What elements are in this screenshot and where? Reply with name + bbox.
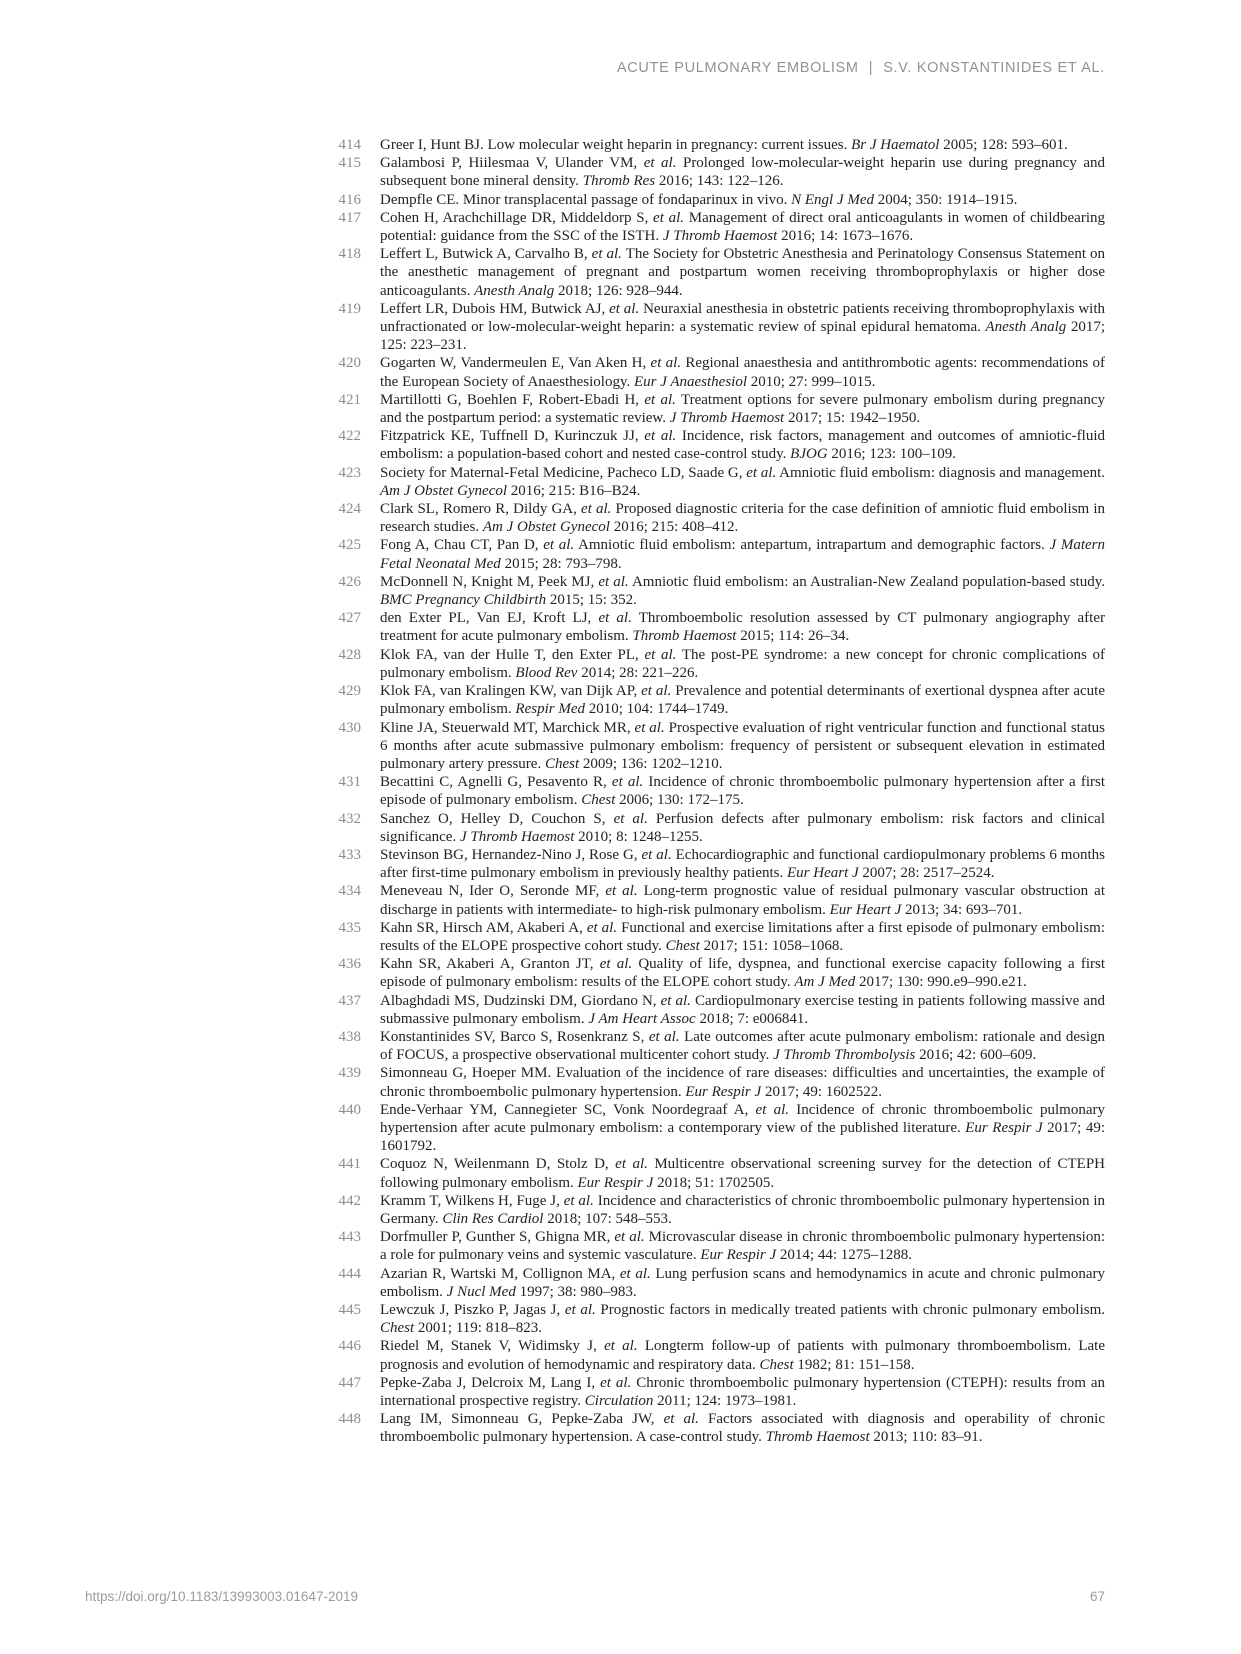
reference-text: Greer I, Hunt BJ. Low molecular weight heparin in pregnancy: current issues. Br J Haematol 2005; 128: 593–601.	[380, 137, 1068, 153]
reference-number: 445	[338, 1302, 361, 1318]
reference-item	[337, 1301, 1105, 1337]
reference-text: Albaghdadi MS, Dudzinski DM, Giordano N, et al. Cardiopulmonary exercise testing in patients following massive and submassive pulmonary embolism. J Am Heart Assoc 2018; 7: e006841.	[380, 992, 1105, 1027]
reference-item	[337, 955, 1105, 991]
reference-text: Kline JA, Steuerwald MT, Marchick MR, et al. Prospective evaluation of right ventricular function and functional status 6 months after acute submassive pulmonary embolism: frequency of persistent or subsequent elevation in estimated pulmonary artery pressure. Chest 2009; 136: 1202–1210.	[380, 719, 1105, 772]
reference-text: Fitzpatrick KE, Tuffnell D, Kurinczuk JJ, et al. Incidence, risk factors, management and outcomes of amniotic-fluid embolism: a population-based cohort and nested case-control study. BJOG 2016; 123: 100–109.	[380, 428, 1105, 463]
reference-number: 426	[338, 573, 361, 590]
reference-text: Simonneau G, Hoeper MM. Evaluation of the incidence of rare diseases: difficulties and uncertainties, the example of chronic thromboembolic pulmonary hypertension. Eur Respir J 2017; 49: 1602522.	[380, 1065, 1105, 1100]
reference-number: 438	[338, 1028, 361, 1045]
reference-text: Klok FA, van der Hulle T, den Exter PL, et al. The post-PE syndrome: a new concept for chronic complications of pulmonary embolism. Blood Rev 2014; 28: 221–226.	[380, 646, 1106, 681]
reference-number: 442	[338, 1192, 361, 1209]
reference-item	[337, 846, 1105, 882]
reference-text: Leffert L, Butwick A, Carvalho B, et al. The Society for Obstetric Anesthesia and Perinatology Consensus Statement on the anesthetic management of pregnant and postpartum women receiving thromboprophylaxis or higher dose anticoagulants. Anesth Analg 2018; 126: 928–944.	[380, 246, 1105, 299]
reference-item	[337, 682, 1105, 718]
reference-text: Kahn SR, Hirsch AM, Akaberi A, et al. Functional and exercise limitations after a first episode of pulmonary embolism: results of the ELOPE prospective cohort study. Chest 2017; 151: 1058–1068.	[380, 919, 1105, 954]
reference-text: Gogarten W, Vandermeulen E, Van Aken H, et al. Regional anaesthesia and antithrombotic agents: recommendations of the European Society of Anaesthesiology. Eur J Anaesthesiol 2010; 27: 999–1015.	[380, 355, 1105, 390]
reference-item	[337, 245, 1105, 300]
reference-number: 437	[338, 992, 361, 1009]
reference-number: 448	[338, 1411, 361, 1428]
reference-text: Dorfmuller P, Gunther S, Ghigna MR, et al. Microvascular disease in chronic thromboembolic pulmonary hypertension: a role for pulmonary veins and systemic vasculature. Eur Respir J 2014; 44: 1275–1288.	[380, 1229, 1105, 1264]
reference-number: 444	[338, 1265, 361, 1282]
reference-item	[337, 573, 1105, 609]
reference-text: Klok FA, van Kralingen KW, van Dijk AP, et al. Prevalence and potential determinants of exertional dyspnea after acute pulmonary embolism. Respir Med 2010; 104: 1744–1749.	[380, 683, 1105, 718]
reference-item	[337, 209, 1105, 245]
reference-item	[337, 427, 1105, 463]
reference-item	[337, 536, 1105, 572]
reference-item	[337, 810, 1105, 846]
reference-text: Becattini C, Agnelli G, Pesavento R, et al. Incidence of chronic thromboembolic pulmonary hypertension after a first episode of pulmonary embolism. Chest 2006; 130: 172–175.	[380, 774, 1105, 809]
reference-text: Lang IM, Simonneau G, Pepke-Zaba JW, et al. Factors associated with diagnosis and operability of chronic thromboembolic pulmonary hypertension. A case-control study. Thromb Haemost 2013; 110: 83–91.	[380, 1411, 1105, 1446]
reference-item	[337, 646, 1105, 682]
reference-item	[337, 1064, 1105, 1100]
reference-text: Kahn SR, Akaberi A, Granton JT, et al. Quality of life, dyspnea, and functional exercise capacity following a first episode of pulmonary embolism: results of the ELOPE cohort study. Am J Med 2017; 130: 990.e9–990.e21.	[380, 956, 1105, 991]
reference-text: Riedel M, Stanek V, Widimsky J, et al. Longterm follow-up of patients with pulmonary thromboembolism. Late prognosis and evolution of hemodynamic and respiratory data. Chest 1982; 81: 151–158.	[380, 1338, 1105, 1373]
reference-number: 429	[338, 683, 361, 700]
reference-number: 427	[338, 610, 361, 627]
reference-text: Stevinson BG, Hernandez-Nino J, Rose G, et al. Echocardiographic and functional cardiopulmonary problems 6 months after first-time pulmonary embolism in previously healthy patients. Eur Heart J 2007; 28: 2517–2524.	[380, 846, 1105, 882]
reference-item	[337, 1265, 1105, 1301]
reference-text: Galambosi P, Hiilesmaa V, Ulander VM, et al. Prolonged low-molecular-weight heparin use during pregnancy and subsequent bone mineral density. Thromb Res 2016; 143: 122–126.	[380, 155, 1105, 190]
reference-item	[337, 1374, 1105, 1410]
reference-item	[337, 609, 1105, 645]
reference-item	[337, 1410, 1105, 1446]
reference-item	[337, 719, 1105, 774]
reference-text: Leffert LR, Dubois HM, Butwick AJ, et al. Neuraxial anesthesia in obstetric patients receiving thromboprophylaxis with unfractionated or low-molecular-weight heparin: a systematic review of spinal epidural hematoma. Anesth Analg 2017; 125: 223–231.	[380, 300, 1105, 354]
reference-text: Martillotti G, Boehlen F, Robert-Ebadi H, et al. Treatment options for severe pulmonary embolism during pregnancy and the postpartum period: a systematic review. J Thromb Haemost 2017; 15: 1942–1950.	[380, 391, 1105, 427]
running-header	[617, 60, 1105, 76]
running-header-separator: |	[868, 60, 874, 76]
reference-number: 447	[338, 1374, 361, 1391]
reference-text: Clark SL, Romero R, Dildy GA, et al. Proposed diagnostic criteria for the case definition of amniotic fluid embolism in research studies. Am J Obstet Gynecol 2016; 215: 408–412.	[380, 501, 1106, 536]
reference-item	[337, 154, 1105, 190]
reference-number: 414	[338, 137, 361, 153]
footer-doi: https://doi.org/10.1183/13993003.01647-2019	[85, 1589, 358, 1604]
reference-text: Kramm T, Wilkens H, Fuge J, et al. Incidence and characteristics of chronic thromboembolic pulmonary hypertension in Germany. Clin Res Cardiol 2018; 107: 548–553.	[380, 1192, 1105, 1227]
reference-number: 424	[338, 501, 361, 518]
reference-number: 430	[338, 719, 361, 736]
reference-number: 423	[338, 464, 361, 481]
reference-number: 420	[338, 355, 361, 372]
reference-text: Azarian R, Wartski M, Collignon MA, et al. Lung perfusion scans and hemodynamics in acute and chronic pulmonary embolism. J Nucl Med 1997; 38: 980–983.	[380, 1265, 1106, 1300]
reference-text: Dempfle CE. Minor transplacental passage of fondaparinux in vivo. N Engl J Med 2004; 350: 1914–1915.	[380, 191, 1018, 208]
reference-item	[337, 1028, 1105, 1064]
reference-text: den Exter PL, Van EJ, Kroft LJ, et al. Thromboembolic resolution assessed by CT pulmonary angiography after treatment for acute pulmonary embolism. Thromb Haemost 2015; 114: 26–34.	[380, 610, 1105, 645]
reference-item	[337, 191, 1105, 209]
reference-text: Fong A, Chau CT, Pan D, et al. Amniotic fluid embolism: antepartum, intrapartum and demographic factors. J Matern Fetal Neonatal Med 2015; 28: 793–798.	[380, 537, 1105, 572]
reference-number: 432	[338, 810, 361, 827]
reference-number: 416	[338, 191, 361, 208]
reference-number: 417	[338, 209, 361, 226]
reference-item	[337, 500, 1105, 536]
reference-number: 418	[338, 246, 361, 263]
reference-item	[337, 1337, 1105, 1373]
reference-number: 422	[338, 428, 361, 445]
reference-item	[337, 391, 1105, 427]
reference-number: 419	[338, 300, 361, 317]
reference-text: McDonnell N, Knight M, Peek MJ, et al. Amniotic fluid embolism: an Australian-New Zealand population-based study. BMC Pregnancy Childbirth 2015; 15: 352.	[380, 573, 1105, 609]
reference-text: Konstantinides SV, Barco S, Rosenkranz S, et al. Late outcomes after acute pulmonary embolism: rationale and design of FOCUS, a prospective observational multicenter cohort study. J Thromb Thrombolysis 2016; 42: 600–609.	[380, 1028, 1106, 1064]
reference-text: Lewczuk J, Piszko P, Jagas J, et al. Prognostic factors in medically treated patients with chronic pulmonary embolism. Chest 2001; 119: 818–823.	[380, 1302, 1105, 1337]
reference-item	[337, 464, 1105, 500]
reference-number: 428	[338, 646, 361, 663]
reference-number: 439	[338, 1065, 361, 1082]
reference-item	[337, 882, 1105, 918]
reference-number: 433	[338, 846, 361, 863]
reference-text: Pepke-Zaba J, Delcroix M, Lang I, et al. Chronic thromboembolic pulmonary hypertension (CTEPH): results from an international prospective registry. Circulation 2011; 124: 1973–1981.	[380, 1374, 1105, 1410]
reference-text: Coquoz N, Weilenmann D, Stolz D, et al. Multicentre observational screening survey for the detection of CTEPH following pulmonary embolism. Eur Respir J 2018; 51: 1702505.	[380, 1156, 1106, 1191]
reference-number: 431	[338, 774, 361, 791]
reference-text: Ende-Verhaar YM, Cannegieter SC, Vonk Noordegraaf A, et al. Incidence of chronic thromboembolic pulmonary hypertension after acute pulmonary embolism: a contemporary view of the published literature. Eur Respir J 2017; 49: 1601792.	[380, 1101, 1105, 1155]
reference-number: 434	[338, 883, 361, 900]
reference-text: Meneveau N, Ider O, Seronde MF, et al. Long-term prognostic value of residual pulmonary vascular obstruction at discharge in patients with intermediate- to high-risk pulmonary embolism. Eur Heart J 2013; 34: 693–701.	[380, 883, 1105, 918]
reference-item	[337, 354, 1105, 390]
reference-number: 425	[338, 537, 361, 554]
reference-number: 436	[338, 956, 361, 973]
running-header-authors: S.V. KONSTANTINIDES ET AL.	[883, 60, 1105, 76]
reference-item	[337, 300, 1105, 355]
reference-text: Cohen H, Arachchillage DR, Middeldorp S, et al. Management of direct oral anticoagulants in women of childbearing potential: guidance from the SSC of the ISTH. J Thromb Haemost 2016; 14: 1673–1676.	[380, 209, 1105, 245]
reference-text: Sanchez O, Helley D, Couchon S, et al. Perfusion defects after pulmonary embolism: risk factors and clinical significance. J Thromb Haemost 2010; 8: 1248–1255.	[380, 810, 1105, 845]
reference-item	[337, 1155, 1105, 1191]
reference-item	[337, 992, 1105, 1028]
reference-item	[337, 136, 1105, 154]
reference-number: 446	[338, 1338, 361, 1355]
reference-number: 415	[338, 155, 361, 172]
running-header-title: ACUTE PULMONARY EMBOLISM	[616, 60, 859, 76]
reference-item	[337, 773, 1105, 809]
reference-text: Society for Maternal-Fetal Medicine, Pacheco LD, Saade G, et al. Amniotic fluid embolism: diagnosis and management. Am J Obstet Gynecol 2016; 215: B16–B24.	[380, 464, 1106, 499]
page-footer	[85, 1589, 1105, 1604]
reference-number: 443	[338, 1229, 361, 1246]
reference-number: 440	[338, 1101, 361, 1118]
reference-list	[337, 136, 1105, 1447]
reference-item	[337, 1101, 1105, 1156]
reference-number: 435	[338, 919, 361, 936]
reference-item	[337, 919, 1105, 955]
reference-item	[337, 1228, 1105, 1264]
reference-number: 441	[338, 1156, 361, 1173]
reference-item	[337, 1192, 1105, 1228]
reference-number: 421	[338, 391, 361, 408]
footer-page-number: 67	[1089, 1589, 1105, 1604]
